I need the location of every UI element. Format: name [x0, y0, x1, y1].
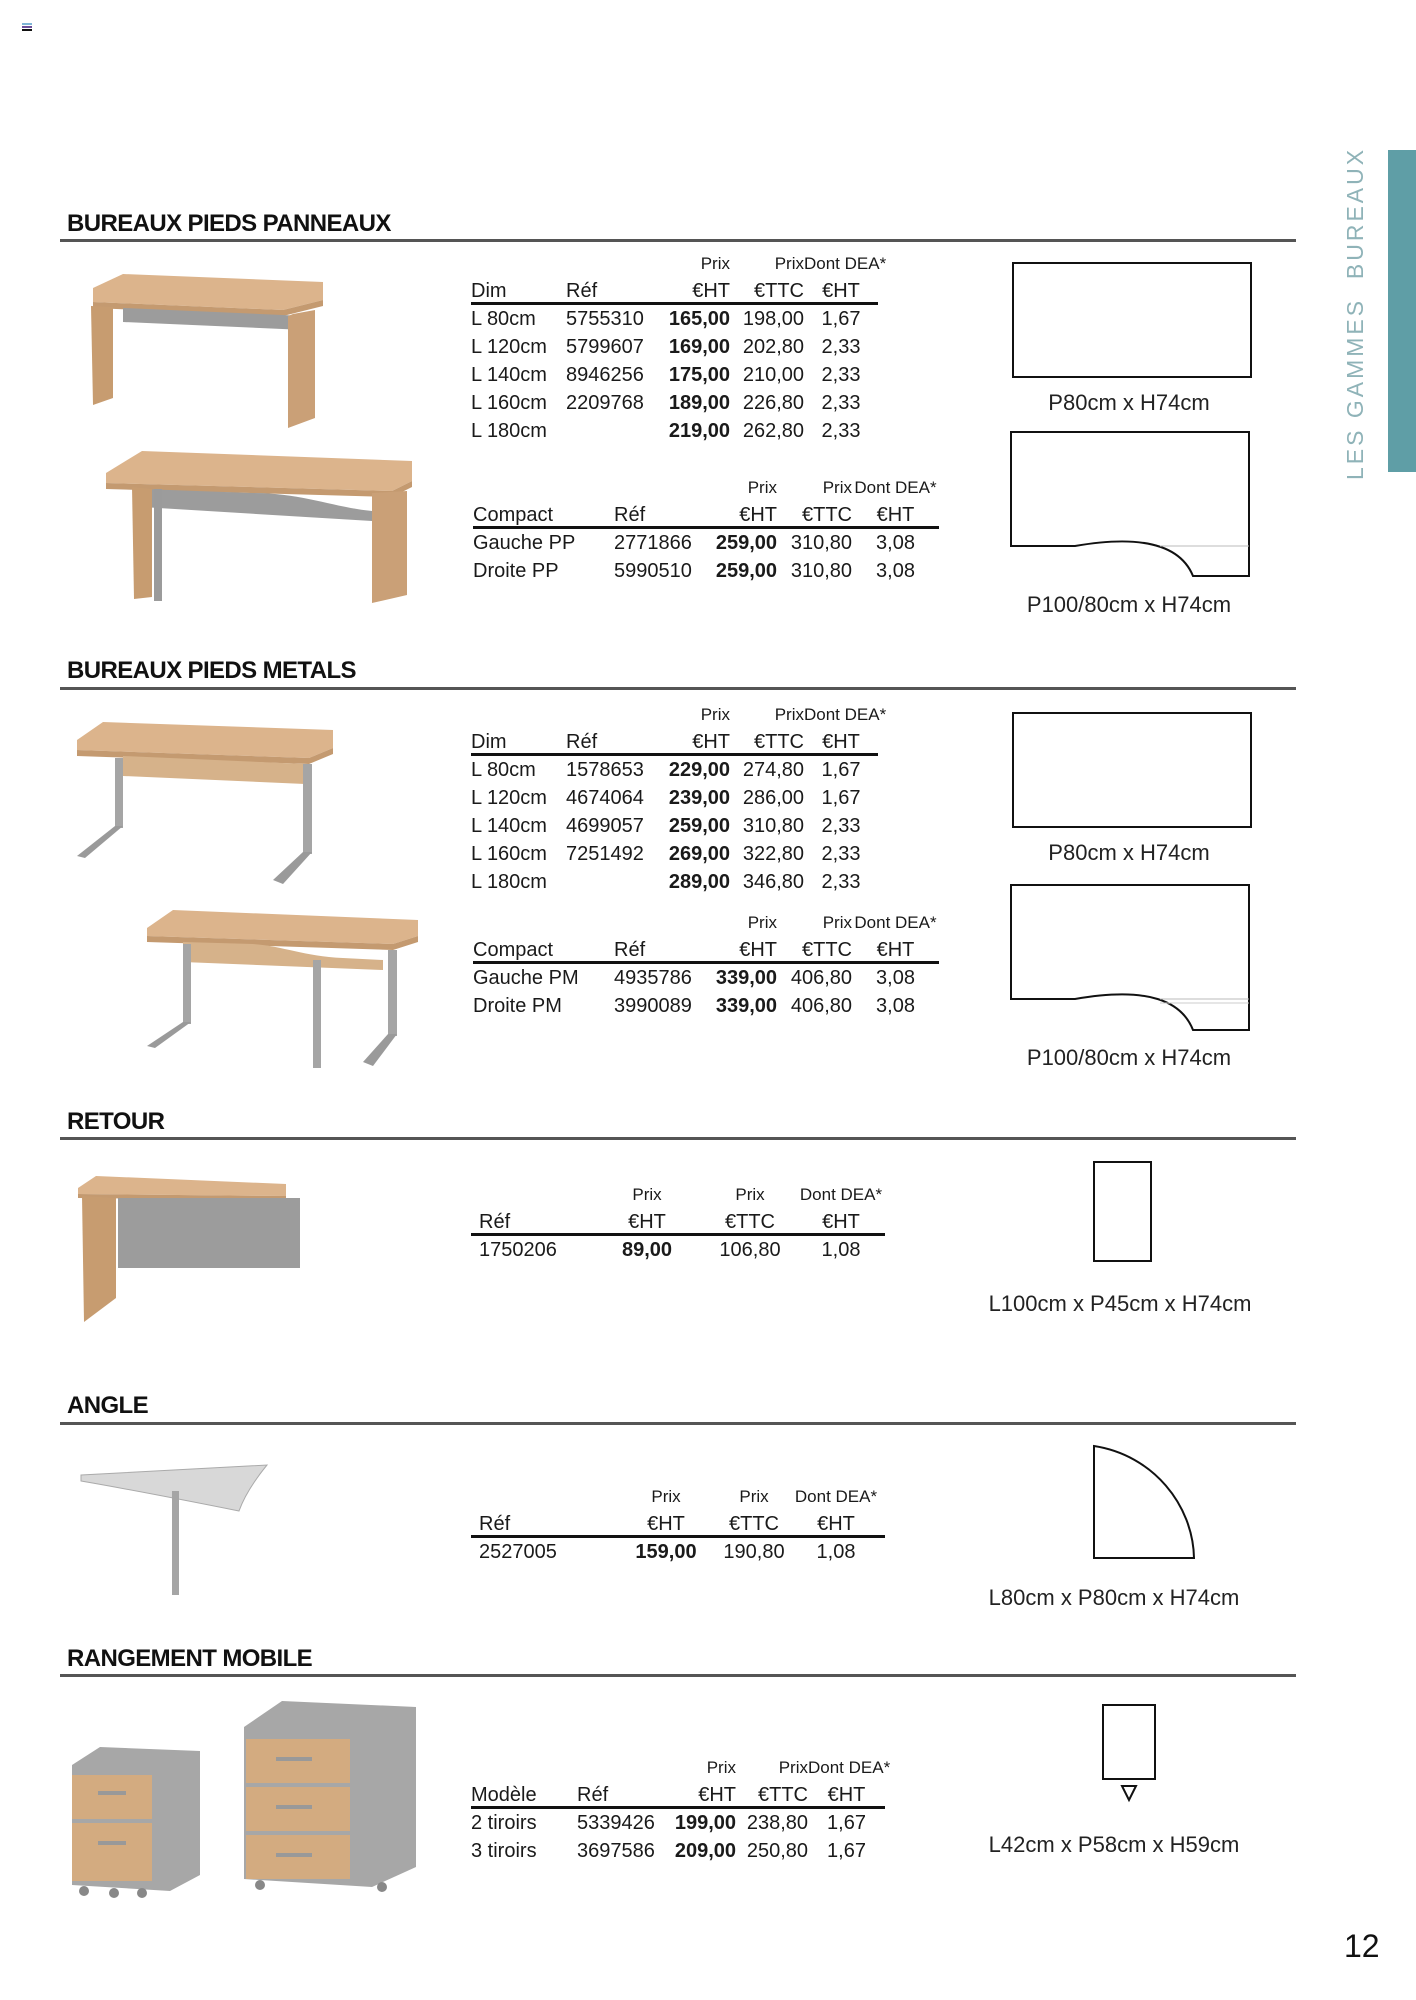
table-row-cell: 339,00	[715, 967, 777, 989]
table-row	[471, 1837, 885, 1865]
table-row	[473, 964, 939, 992]
desk-compact-panel-legs-image	[102, 447, 414, 605]
table-row-cell: 8946256	[566, 364, 644, 386]
table-header-top-cell	[577, 1753, 672, 1783]
dimension-label: L42cm x P58cm x H59cm	[988, 1832, 1240, 1857]
table-header	[471, 727, 878, 756]
table-header-top-cell: Dont DEA*	[804, 705, 887, 724]
table-row	[471, 1236, 885, 1264]
table-row-cell: 1,67	[827, 1812, 866, 1834]
table-header-top-cell: Prix	[651, 1487, 681, 1506]
table-row	[473, 529, 939, 557]
side-label-part1: LES GAMMES	[1342, 297, 1368, 480]
table-row-cell: 2,33	[821, 420, 861, 442]
table-header-cell: Compact	[473, 504, 554, 526]
table-row	[471, 361, 878, 389]
table-row-cell: 310,80	[790, 560, 852, 582]
table-header-cell: €TTC	[802, 504, 852, 526]
table-row-cell: 3,08	[876, 967, 915, 989]
table-row-cell: 1750206	[479, 1239, 557, 1261]
table-row-cell: 2,33	[821, 364, 861, 386]
table-row-cell: 2,33	[821, 843, 861, 865]
table-header-cell: €HT	[647, 1513, 685, 1535]
table-row	[471, 1538, 885, 1566]
table-header	[473, 500, 939, 529]
table-row-cell: L 160cm	[471, 392, 547, 414]
desk-metal-legs-image	[73, 718, 335, 886]
table-row-cell: 406,80	[790, 967, 852, 989]
price-table-retour	[471, 1180, 885, 1264]
table-header-top	[473, 908, 939, 935]
brand-logo-icon	[22, 23, 32, 31]
table-header-top-cell: Dont DEA*	[854, 913, 937, 932]
table-row-cell: 175,00	[668, 364, 730, 386]
table-row-cell: L 80cm	[471, 308, 536, 330]
table-header-cell: €TTC	[802, 939, 852, 961]
table-row-cell: 3 tiroirs	[471, 1840, 537, 1862]
table-header-cell: €TTC	[754, 280, 804, 302]
price-table-angle	[471, 1482, 885, 1566]
table-row-cell: 262,80	[742, 420, 804, 442]
table-header-top-cell	[614, 908, 714, 938]
table-row-cell: 4674064	[566, 787, 644, 809]
table-header-top-cell	[473, 908, 614, 938]
table-header-cell: €HT	[876, 939, 915, 961]
angle-image	[79, 1461, 271, 1597]
table-header-cell: €HT	[628, 1211, 666, 1233]
table-row-cell: L 140cm	[471, 815, 547, 837]
table-header-top-cell	[471, 1482, 611, 1512]
table-header-top	[471, 700, 887, 727]
price-table-panneaux-compact	[473, 473, 939, 585]
table-header-top-cell: Prix	[739, 1487, 769, 1506]
table-row-cell: L 180cm	[471, 871, 547, 893]
table-row-cell: 3,08	[876, 532, 915, 554]
table-row-cell: 2,33	[821, 871, 861, 893]
table-header-cell: Réf	[566, 731, 598, 753]
table-header-top	[471, 1180, 885, 1207]
table-row-cell: 250,80	[746, 1840, 808, 1862]
table-header-cell: €TTC	[725, 1211, 775, 1233]
table-header-cell: €HT	[739, 939, 777, 961]
table-header-top-cell	[566, 700, 666, 730]
table-header-top-cell: Prix	[700, 705, 730, 724]
table-row-cell: 89,00	[621, 1239, 673, 1261]
section-title-rangement-mobile: RANGEMENT MOBILE	[67, 1645, 313, 1672]
table-header-top-cell	[473, 473, 614, 503]
table-row	[471, 417, 878, 445]
table-row-cell: L 160cm	[471, 843, 547, 865]
table-header-cell: Réf	[479, 1513, 511, 1535]
table-header-top	[471, 249, 887, 276]
table-header-top-cell: Dont DEA*	[799, 1185, 883, 1204]
table-header-top-cell: Prix	[747, 478, 777, 497]
table-row-cell: 226,80	[742, 392, 804, 414]
mobile-pedestal-2-drawers-image	[70, 1745, 202, 1899]
table-row-cell: 106,80	[719, 1239, 781, 1261]
table-header-cell: €HT	[822, 1211, 860, 1233]
table-row-cell: 259,00	[668, 815, 730, 837]
section-title-bureaux-pieds-panneaux: BUREAUX PIEDS PANNEAUX	[67, 210, 391, 237]
table-row	[471, 389, 878, 417]
section-divider	[60, 687, 1296, 690]
retour-image	[70, 1174, 302, 1326]
table-row-cell: 159,00	[635, 1541, 697, 1563]
table-header-cell: Dim	[471, 280, 507, 302]
price-table-rangement	[471, 1753, 891, 1865]
table-row	[471, 812, 878, 840]
table-header-cell: Modèle	[471, 1784, 537, 1806]
table-row-cell	[566, 868, 666, 896]
table-row-cell: 3,08	[876, 560, 915, 582]
table-row-cell: 5339426	[577, 1812, 655, 1834]
table-row-cell: 346,80	[742, 871, 804, 893]
diagram-retour	[1093, 1161, 1152, 1262]
table-row-cell: 239,00	[668, 787, 730, 809]
table-header-top	[473, 473, 939, 500]
section-divider	[60, 1674, 1296, 1677]
table-header-top	[471, 1753, 891, 1780]
table-header-top-cell: Dont DEA*	[854, 478, 937, 497]
table-header-top-cell: Dont DEA*	[808, 1758, 891, 1777]
table-header-cell: €HT	[739, 504, 777, 526]
table-row-cell: 286,00	[742, 787, 804, 809]
side-category-label	[1342, 146, 1369, 480]
table-row-cell: Droite PP	[473, 560, 559, 582]
table-row-cell: 2 tiroirs	[471, 1812, 537, 1834]
table-header-cell: Réf	[566, 280, 598, 302]
table-row-cell: 165,00	[668, 308, 730, 330]
diagram-mobile-pedestal	[1102, 1704, 1156, 1806]
dimension-label: L80cm x P80cm x H74cm	[988, 1585, 1240, 1610]
dimension-label: L100cm x P45cm x H74cm	[988, 1291, 1252, 1316]
table-header-cell: Dim	[471, 731, 507, 753]
diagram-compact-desk	[1010, 884, 1250, 1031]
table-header-top	[471, 1482, 885, 1509]
table-row	[471, 840, 878, 868]
table-header-cell: €HT	[698, 1784, 736, 1806]
table-row-cell: 2,33	[821, 815, 861, 837]
table-row-cell: 7251492	[566, 843, 644, 865]
table-header-cell: Réf	[614, 504, 646, 526]
table-row	[473, 992, 939, 1020]
table-header	[471, 276, 878, 305]
table-header-top-cell	[566, 249, 666, 279]
table-row-cell: 2209768	[566, 392, 644, 414]
table-row-cell: L 120cm	[471, 787, 547, 809]
section-divider	[60, 1422, 1296, 1425]
table-header-top-cell: Dont DEA*	[794, 1487, 878, 1506]
table-row	[473, 557, 939, 585]
table-row	[471, 784, 878, 812]
table-header-top-cell: Prix	[747, 913, 777, 932]
table-row-cell	[566, 417, 666, 445]
table-row-cell: 310,80	[790, 532, 852, 554]
table-header	[471, 1780, 885, 1809]
table-header-top-cell: Prix	[778, 1758, 808, 1777]
table-row	[471, 333, 878, 361]
table-header-cell: €HT	[827, 1784, 866, 1806]
table-header-top-cell	[471, 1753, 577, 1783]
table-row-cell: 322,80	[742, 843, 804, 865]
diagram-rectangle-desk	[1012, 262, 1252, 378]
section-title-bureaux-pieds-metals: BUREAUX PIEDS METALS	[67, 657, 356, 684]
table-row-cell: 2,33	[821, 336, 861, 358]
table-header-top-cell	[614, 473, 714, 503]
table-header-top-cell: Prix	[822, 478, 852, 497]
price-table-metals-compact	[473, 908, 939, 1020]
desk-panel-legs-image	[83, 270, 328, 430]
table-row-cell: 5755310	[566, 308, 644, 330]
table-header-cell: €HT	[817, 1513, 855, 1535]
table-row-cell: L 140cm	[471, 364, 547, 386]
table-header-cell: €HT	[822, 280, 860, 302]
table-row-cell: L 120cm	[471, 336, 547, 358]
table-row-cell: 2771866	[614, 532, 692, 554]
table-row-cell: 1,67	[821, 787, 861, 809]
table-row-cell: Gauche PP	[473, 532, 576, 554]
dimension-label: P100/80cm x H74cm	[1026, 592, 1232, 617]
table-row-cell: 1,67	[827, 1840, 866, 1862]
diagram-angle-quarter	[1093, 1445, 1195, 1559]
table-header-top-cell: Prix	[774, 254, 804, 273]
dimension-label: P80cm x H74cm	[1048, 840, 1210, 865]
table-row-cell: 3,08	[876, 995, 915, 1017]
table-header-cell: €TTC	[754, 731, 804, 753]
category-tab-bar	[1388, 150, 1416, 472]
table-row-cell: 310,80	[742, 815, 804, 837]
page-number: 12	[1344, 1928, 1380, 1964]
table-row-cell: 339,00	[715, 995, 777, 1017]
price-table-panneaux	[471, 249, 887, 445]
price-table-metals	[471, 700, 887, 896]
table-header-top-cell: Prix	[735, 1185, 765, 1204]
table-header-cell: €HT	[876, 504, 915, 526]
table-row-cell: 190,80	[723, 1541, 785, 1563]
table-row-cell: L 180cm	[471, 420, 547, 442]
table-row-cell: 2527005	[479, 1541, 557, 1563]
table-header	[471, 1207, 885, 1236]
table-header-top-cell: Dont DEA*	[804, 254, 887, 273]
table-row-cell: 229,00	[668, 759, 730, 781]
table-row	[471, 756, 878, 784]
table-row-cell: 274,80	[742, 759, 804, 781]
diagram-rectangle-desk	[1012, 712, 1252, 828]
table-header-top-cell: Prix	[706, 1758, 736, 1777]
table-row-cell: 5799607	[566, 336, 644, 358]
table-row-cell: 1,08	[821, 1239, 861, 1261]
desk-compact-metal-legs-image	[143, 906, 421, 1071]
table-header-top-cell	[471, 1180, 591, 1210]
table-row-cell: 202,80	[742, 336, 804, 358]
table-header-top-cell: Prix	[774, 705, 804, 724]
dimension-label: P80cm x H74cm	[1048, 390, 1210, 415]
table-header-top-cell	[471, 700, 566, 730]
table-row-cell: 259,00	[715, 560, 777, 582]
diagram-compact-desk	[1010, 431, 1250, 577]
table-row-cell: 1578653	[566, 759, 644, 781]
section-title-angle: ANGLE	[67, 1392, 149, 1419]
table-row-cell: 4699057	[566, 815, 644, 837]
table-header-top-cell: Prix	[700, 254, 730, 273]
mobile-pedestal-3-drawers-image	[242, 1699, 418, 1893]
table-row-cell: 219,00	[668, 420, 730, 442]
table-row-cell: 3990089	[614, 995, 692, 1017]
table-row-cell: 1,08	[816, 1541, 856, 1563]
table-row-cell: 3697586	[577, 1840, 655, 1862]
table-row-cell: 259,00	[715, 532, 777, 554]
table-header-cell: Réf	[479, 1211, 511, 1233]
table-header-cell: €HT	[822, 731, 860, 753]
table-header-cell: Réf	[614, 939, 646, 961]
table-row-cell: 2,33	[821, 392, 861, 414]
table-header-cell: €TTC	[729, 1513, 779, 1535]
table-header-cell: Réf	[577, 1784, 609, 1806]
table-row-cell: Gauche PM	[473, 967, 579, 989]
table-row	[471, 1809, 885, 1837]
table-header	[473, 935, 939, 964]
table-row-cell: Droite PM	[473, 995, 562, 1017]
table-row-cell: 189,00	[668, 392, 730, 414]
table-header-cell: €HT	[692, 280, 730, 302]
table-row-cell: 1,67	[821, 759, 861, 781]
table-row-cell: 269,00	[668, 843, 730, 865]
table-row-cell: 4935786	[614, 967, 692, 989]
table-row	[471, 305, 878, 333]
table-row-cell: 1,67	[821, 308, 861, 330]
table-header	[471, 1509, 885, 1538]
table-row-cell: 406,80	[790, 995, 852, 1017]
section-divider	[60, 1137, 1296, 1140]
side-label-part2: BUREAUX	[1342, 146, 1368, 280]
table-row-cell: 209,00	[674, 1840, 736, 1862]
table-header-cell: €HT	[692, 731, 730, 753]
section-title-retour: RETOUR	[67, 1108, 165, 1135]
table-header-top-cell	[471, 249, 566, 279]
section-divider	[60, 239, 1296, 242]
table-row	[471, 868, 878, 896]
table-row-cell: 199,00	[674, 1812, 736, 1834]
table-row-cell: L 80cm	[471, 759, 536, 781]
table-header-cell: Compact	[473, 939, 554, 961]
table-row-cell: 289,00	[668, 871, 730, 893]
table-header-cell: €TTC	[758, 1784, 808, 1806]
dimension-label: P100/80cm x H74cm	[1026, 1045, 1232, 1070]
table-header-top-cell: Prix	[632, 1185, 662, 1204]
table-row-cell: 5990510	[614, 560, 692, 582]
table-row-cell: 198,00	[742, 308, 804, 330]
table-header-top-cell: Prix	[822, 913, 852, 932]
table-row-cell: 210,00	[742, 364, 804, 386]
table-row-cell: 169,00	[668, 336, 730, 358]
table-row-cell: 238,80	[746, 1812, 808, 1834]
